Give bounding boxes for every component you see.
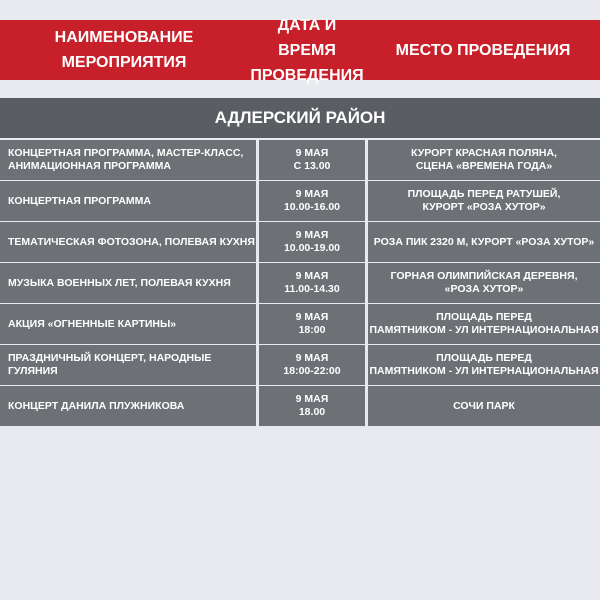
event-name: ПРАЗДНИЧНЫЙ КОНЦЕРТ, НАРОДНЫЕ ГУЛЯНИЯ [8, 352, 212, 377]
event-name: МУЗЫКА ВОЕННЫХ ЛЕТ, ПОЛЕВАЯ КУХНЯ [8, 276, 231, 289]
event-date-cell [259, 345, 365, 385]
event-place: РОЗА ПИК 2320 М, КУРОРТ «РОЗА ХУТОР» [373, 235, 595, 248]
event-place-cell [368, 345, 600, 385]
event-time: 18:00 [298, 324, 326, 336]
event-date: 9 МАЯ [295, 270, 329, 282]
event-place: КУРОРТ КРАСНАЯ ПОЛЯНА, [411, 147, 557, 159]
event-place: ПЛОЩАДЬ ПЕРЕД РАТУШЕЙ, [407, 188, 561, 200]
event-place-cell [368, 386, 600, 426]
event-place: СОЧИ ПАРК [453, 399, 515, 412]
event-place-cell [368, 140, 600, 180]
event-name: КОНЦЕРТНАЯ ПРОГРАММА, МАСТЕР-КЛАСС, [8, 147, 244, 159]
header-venue [366, 38, 600, 63]
event-name: КОНЦЕРТНАЯ ПРОГРАММА [8, 194, 152, 207]
header-venue-label: МЕСТО ПРОВЕДЕНИЯ [395, 41, 571, 59]
table-row [0, 263, 600, 303]
events-table [0, 140, 600, 427]
event-name-cell [0, 222, 256, 262]
event-name-cell [0, 386, 256, 426]
table-row [0, 140, 600, 180]
event-place-cell [368, 263, 600, 303]
event-time: 10.00-16.00 [283, 201, 341, 213]
table-row [0, 386, 600, 426]
event-place: ПАМЯТНИКОМ - УЛ ИНТЕРНАЦИОНАЛЬНАЯ [369, 365, 599, 377]
event-date-cell [259, 386, 365, 426]
event-name: КОНЦЕРТ ДАНИЛА ПЛУЖНИКОВА [8, 399, 185, 412]
header-event-name-line1: НАИМЕНОВАНИЕ [54, 29, 194, 46]
table-row [0, 304, 600, 344]
table-row [0, 222, 600, 262]
event-place-cell [368, 181, 600, 221]
event-place-cell [368, 304, 600, 344]
header-date-time [248, 13, 366, 88]
event-name: АКЦИЯ «ОГНЕННЫЕ КАРТИНЫ» [8, 317, 177, 330]
table-row [0, 345, 600, 385]
event-date: 9 МАЯ [295, 229, 329, 241]
header-date-time-line1: ДАТА И ВРЕМЯ [277, 16, 337, 59]
event-time: 18.00 [298, 406, 326, 418]
event-name-cell [0, 345, 256, 385]
event-name: АНИМАЦИОННАЯ ПРОГРАММА [8, 160, 171, 172]
event-date: 9 МАЯ [295, 147, 329, 159]
event-date-cell [259, 263, 365, 303]
event-date-cell [259, 222, 365, 262]
header-event-name [0, 25, 248, 75]
event-place: ГОРНАЯ ОЛИМПИЙСКАЯ ДЕРЕВНЯ, [390, 270, 578, 282]
header-event-name-line2: МЕРОПРИЯТИЯ [61, 54, 187, 71]
event-place: ПЛОЩАДЬ ПЕРЕД [436, 352, 532, 364]
event-name: ТЕМАТИЧЕСКАЯ ФОТОЗОНА, ПОЛЕВАЯ КУХНЯ [8, 235, 255, 248]
event-date: 9 МАЯ [295, 311, 329, 323]
event-time: 18:00-22:00 [283, 365, 341, 377]
event-place: «РОЗА ХУТОР» [444, 283, 524, 295]
event-date: 9 МАЯ [295, 393, 329, 405]
event-time: С 13.00 [293, 160, 331, 172]
event-date-cell [259, 140, 365, 180]
event-date-cell [259, 304, 365, 344]
event-place-cell [368, 222, 600, 262]
event-place: СЦЕНА «ВРЕМЕНА ГОДА» [415, 160, 553, 172]
event-date-cell [259, 181, 365, 221]
event-place: ПЛОЩАДЬ ПЕРЕД [436, 311, 532, 323]
table-header [0, 16, 600, 84]
header-date-time-line2: ПРОВЕДЕНИЯ [250, 66, 364, 84]
event-place: ПАМЯТНИКОМ - УЛ ИНТЕРНАЦИОНАЛЬНАЯ [369, 324, 599, 336]
table-row [0, 181, 600, 221]
event-date: 9 МАЯ [295, 188, 329, 200]
event-place: КУРОРТ «РОЗА ХУТОР» [422, 201, 546, 213]
event-name-cell [0, 140, 256, 180]
event-name-cell [0, 181, 256, 221]
event-time: 11.00-14.30 [284, 283, 340, 295]
district-title: АДЛЕРСКИЙ РАЙОН [214, 108, 386, 127]
event-name-cell [0, 304, 256, 344]
event-time: 10.00-19.00 [283, 242, 341, 254]
district-title-bar [0, 98, 600, 138]
event-name-cell [0, 263, 256, 303]
event-date: 9 МАЯ [295, 352, 329, 364]
